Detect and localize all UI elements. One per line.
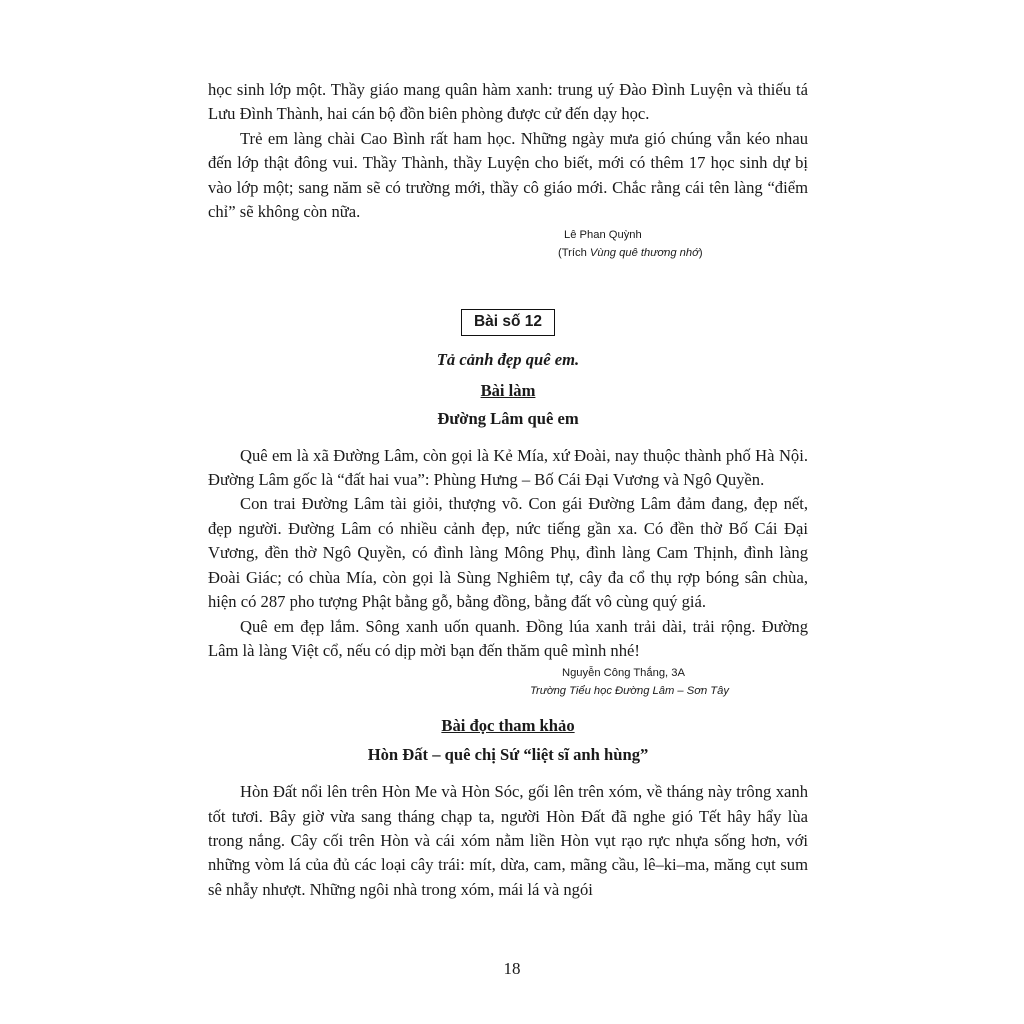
essay-author: Nguyễn Công Thắng, 3A (562, 667, 685, 680)
essay-body (208, 444, 808, 664)
exercise-label-wrap (208, 309, 808, 336)
essay-paragraph-2: Con trai Đường Lâm tài giỏi, thượng võ. Con gái Đường Lâm đảm đang, đẹp nết, đẹp người. Đường Lâm có nhiều cảnh đẹp, nức tiếng gần xa. Có đền thờ Bố Cái Đại Vương, đền thờ Ngô Quyền, có đình làng Mông Phụ, đình làng Cam Thịnh, đình làng Đoài Giác; có chùa Mía, còn gọi là Sùng Nghiêm tự, cây đa cổ thụ rợp bóng sân chùa, hiện có 287 pho tượng Phật bằng gỗ, bằng đồng, bằng đất vô cùng quý giá. (208, 494, 808, 612)
source-prefix: (Trích (558, 247, 590, 260)
intro-author: Lê Phan Quỳnh (564, 229, 642, 242)
essay-paragraph-1: Quê em là xã Đường Lâm, còn gọi là Kẻ Mía, xứ Đoài, nay thuộc thành phố Hà Nội. Đường Lâm gốc là “đất hai vua”: Phùng Hưng – Bố Cái Đại Vương và Ngô Quyền. (208, 445, 808, 490)
exercise-task: Tả cảnh đẹp quê em. (436, 350, 580, 370)
intro-paragraph-1: học sinh lớp một. Thầy giáo mang quân hàm xanh: trung uý Đào Đình Luyện và thiếu tá Lưu Đình Thành, hai cán bộ đồn biên phòng được cử đến dạy học. (208, 80, 808, 124)
reading-paragraph: Hòn Đất nổi lên trên Hòn Me và Hòn Sóc, gối lên trên xóm, về tháng này trông xanh tốt tươi. Bây giờ vừa sang tháng chạp ta, người Hòn Đất đã nghe gió Tết hây hẩy lùa trong nắng. Cây cối trên Hòn và cái xóm nằm liền Hòn vụt rạo rực nhựa sống hơn, với những vòm lá của đủ các loại cây trái: mít, dừa, cam, mãng cầu, lê–ki–ma, măng cụt sum sê nhẫy nhượt. Những ngôi nhà trong xóm, mái lá và ngói (208, 782, 808, 899)
document-page (208, 78, 808, 902)
intro-source (558, 244, 808, 262)
reading-title: Hòn Đất – quê chị Sứ “liệt sĩ anh hùng” (367, 744, 649, 764)
intro-credit (208, 226, 808, 262)
essay-heading: Bài làm (480, 380, 536, 400)
essay-title: Đường Lâm quê em (437, 409, 579, 429)
page-number: 18 (503, 959, 521, 978)
essay-credit (208, 664, 808, 700)
exercise-number-box: Bài số 12 (461, 309, 555, 336)
source-title: Vùng quê thương nhớ (589, 247, 699, 260)
reading-heading: Bài đọc tham khảo (441, 716, 575, 736)
source-suffix: ) (698, 247, 703, 260)
essay-school: Trường Tiểu học Đường Lâm – Sơn Tây (530, 685, 729, 698)
essay-paragraph-3: Quê em đẹp lắm. Sông xanh uốn quanh. Đồng lúa xanh trải dài, trải rộng. Đường Lâm là làng Việt cổ, nếu có dịp mời bạn đến thăm quê mình nhé! (208, 616, 808, 660)
intro-paragraph-2: Trẻ em làng chài Cao Bình rất ham học. Những ngày mưa gió chúng vẫn kéo nhau đến lớp thật đông vui. Thầy Thành, thầy Luyện cho biết, mới có thêm 17 học sinh dự bị vào lớp một; sang năm sẽ có trường mới, thầy cô giáo mới. Chắc rằng cái tên làng “điểm chỉ” sẽ không còn nữa. (208, 128, 808, 222)
